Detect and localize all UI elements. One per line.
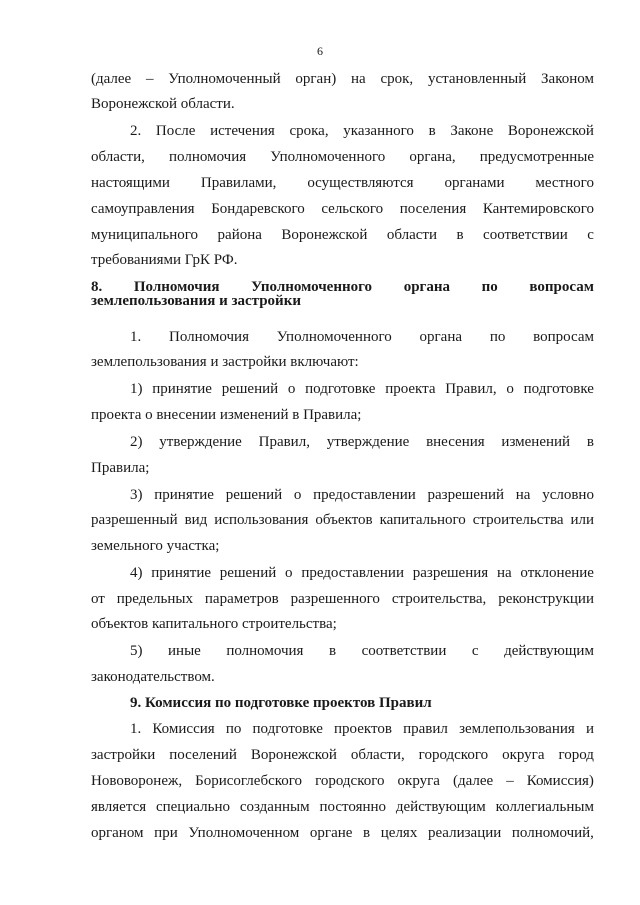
word: срок, (380, 71, 414, 87)
word: Правилами, (200, 175, 277, 191)
word: срока, (289, 123, 329, 139)
word: органе (309, 825, 353, 841)
text-line: объектов капитального строительства; (91, 616, 337, 632)
word: Законе (450, 123, 494, 139)
word: соответствии (483, 227, 568, 243)
word: предельных (116, 591, 193, 607)
text-line (91, 226, 594, 245)
word: вопросам (533, 329, 594, 345)
text-line: землепользования и застройки включают: (91, 354, 359, 370)
word: в (363, 825, 371, 841)
word: действующим (395, 799, 486, 815)
word: органами (444, 175, 505, 191)
text-line (91, 511, 594, 530)
word: Бондаревского (211, 201, 305, 217)
text-line (130, 122, 594, 141)
word: является (91, 799, 147, 815)
word: правил (403, 721, 448, 737)
section-heading: 9. Комиссия по подготовке проектов Правил (130, 695, 432, 711)
word: специально (155, 799, 231, 815)
text-line (91, 824, 594, 843)
word: действующим (504, 643, 594, 659)
text-line (91, 772, 594, 791)
word: органа (419, 329, 463, 345)
word: внесения (426, 434, 485, 450)
word: сельского (321, 201, 384, 217)
word: поселений (169, 747, 237, 763)
word: о (506, 381, 514, 397)
word: Правил, (445, 381, 497, 397)
word: Борисоглебского (195, 773, 303, 789)
word: Кантемировского (482, 201, 594, 217)
word: – (146, 71, 154, 87)
word: в (428, 123, 436, 139)
word: указанного (343, 123, 414, 139)
word: при (154, 825, 178, 841)
word: органом (91, 825, 144, 841)
text-line (91, 70, 594, 89)
word: от (91, 591, 105, 607)
word: условно (542, 487, 594, 503)
word: органа (403, 279, 450, 295)
word: Уполномоченного (251, 279, 373, 295)
word: Воронежской (507, 123, 594, 139)
word: застройки (91, 747, 156, 763)
word: округа (397, 773, 440, 789)
word: области, (350, 747, 405, 763)
word: Полномочия (169, 329, 249, 345)
word: решений (225, 487, 283, 503)
word: 2. (130, 123, 142, 139)
word: муниципального (91, 227, 199, 243)
word: городского (315, 773, 385, 789)
word: соответствии (361, 643, 447, 659)
section-heading: землепользования и застройки (91, 293, 301, 309)
word: округа (502, 747, 545, 763)
word: разрешенного (290, 591, 380, 607)
word: о (293, 487, 302, 503)
word: вид (184, 512, 208, 528)
word: или (570, 512, 594, 528)
word: вопросам (529, 279, 594, 295)
word: подготовке (252, 721, 323, 737)
word: разрешенный (91, 512, 178, 528)
word: с (587, 227, 594, 243)
word: 2) (130, 434, 143, 450)
word: 8. (91, 279, 103, 295)
word: Воронежской (250, 747, 337, 763)
word: утверждение (159, 434, 242, 450)
word: постоянно (319, 799, 387, 815)
page-number: 6 (317, 44, 323, 58)
word: принятие (151, 565, 212, 581)
word: Воронежской (281, 227, 368, 243)
word: разрешений (427, 487, 505, 503)
word: решений (219, 565, 277, 581)
word: на (351, 71, 366, 87)
word: 1. (130, 721, 142, 737)
word: орган) (295, 71, 337, 87)
word: предоставлении (301, 565, 404, 581)
word: полномочия (226, 643, 304, 659)
word: разрешения (412, 565, 489, 581)
word: принятие (152, 381, 212, 397)
word: Полномочия (133, 279, 220, 295)
text-line (91, 746, 594, 765)
word: Комиссия) (526, 773, 594, 789)
text-line: законодательством. (91, 669, 215, 685)
word: Уполномоченного (270, 149, 386, 165)
text-line (130, 720, 594, 739)
text-line (91, 200, 594, 219)
text-line (130, 328, 594, 347)
word: по (481, 279, 498, 295)
word: и (585, 721, 594, 737)
word: принятие (154, 487, 214, 503)
word: местного (535, 175, 594, 191)
text-line: Воронежской области. (91, 96, 235, 112)
text-line: проекта о внесении изменений в Правила; (91, 407, 362, 423)
word: объектов (315, 512, 373, 528)
word: области, (91, 149, 145, 165)
word: капитального (379, 512, 466, 528)
list-item (130, 486, 594, 505)
word: реализации (427, 825, 502, 841)
list-item (130, 433, 594, 452)
word: в (328, 643, 337, 659)
word: город (558, 747, 594, 763)
word: решений (221, 381, 279, 397)
list-item (130, 642, 594, 661)
word: о (287, 381, 296, 397)
word: (далее (91, 71, 132, 87)
word: отклонение (520, 565, 594, 581)
word: 4) (130, 565, 143, 581)
word: После (155, 123, 196, 139)
word: Нововоронеж, (91, 773, 183, 789)
word: района (217, 227, 262, 243)
word: 1. (130, 329, 142, 345)
word: предусмотренные (479, 149, 594, 165)
text-line (91, 798, 594, 817)
word: землепользования (459, 721, 575, 737)
word: проекта (385, 381, 436, 397)
word: Уполномоченный (168, 71, 281, 87)
word: с (471, 643, 479, 659)
word: предоставлении (313, 487, 416, 503)
word: городского (418, 747, 489, 763)
word: целях (380, 825, 418, 841)
word: настоящими (91, 175, 170, 191)
word: органа, (409, 149, 456, 165)
word: в (586, 434, 594, 450)
word: полномочий, (511, 825, 594, 841)
word: Правил, (258, 434, 310, 450)
word: 3) (130, 487, 143, 503)
word: (далее (452, 773, 494, 789)
text-line (91, 174, 594, 193)
word: установленный (427, 71, 527, 87)
word: иные (168, 643, 201, 659)
word: подготовке (523, 381, 594, 397)
word: использования (214, 512, 309, 528)
word: строительства (472, 512, 564, 528)
list-item (130, 564, 594, 583)
word: Уполномоченном (188, 825, 300, 841)
word: самоуправления (91, 201, 195, 217)
word: созданным (239, 799, 310, 815)
text-line (91, 590, 594, 609)
word: на (496, 565, 512, 581)
word: осуществляются (307, 175, 414, 191)
text-line: земельного участка; (91, 538, 220, 554)
word: реконструкции (498, 591, 594, 607)
word: Комиссия (152, 721, 215, 737)
word: изменений (501, 434, 571, 450)
word: утверждение (326, 434, 410, 450)
word: параметров (204, 591, 279, 607)
word: проектов (334, 721, 392, 737)
word: Законом (541, 71, 594, 87)
text-line: требованиями ГрК РФ. (91, 252, 238, 268)
word: строительства, (391, 591, 487, 607)
word: по (489, 329, 506, 345)
text-line (91, 148, 594, 167)
word: – (506, 773, 514, 789)
text-line: Правила; (91, 460, 150, 476)
word: на (515, 487, 531, 503)
word: истечения (210, 123, 275, 139)
list-item (130, 380, 594, 399)
word: коллегиальным (495, 799, 594, 815)
word: полномочия (169, 149, 247, 165)
word: 1) (130, 381, 143, 397)
word: Уполномоченного (276, 329, 392, 345)
word: 5) (130, 643, 143, 659)
word: по (225, 721, 242, 737)
word: в (456, 227, 464, 243)
word: поселения (399, 201, 467, 217)
word: о (285, 565, 293, 581)
word: подготовке (305, 381, 376, 397)
word: области (386, 227, 437, 243)
